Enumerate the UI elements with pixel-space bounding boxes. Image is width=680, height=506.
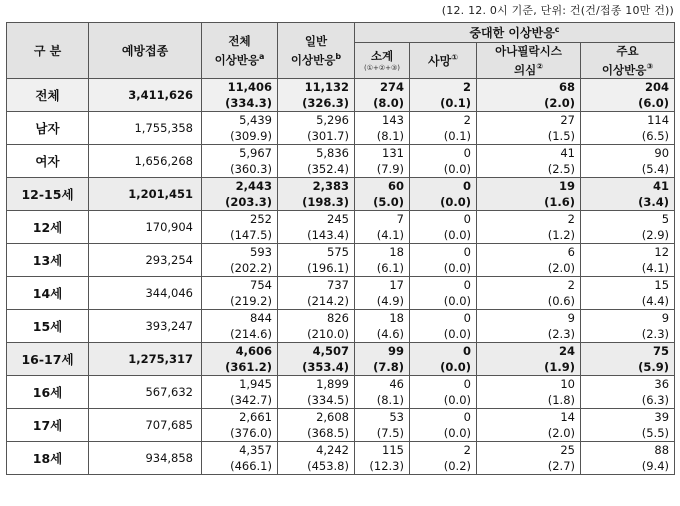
cell-death [410,211,477,244]
cell-rate: (334.3) [225,96,272,110]
cell-rate: (5.5) [641,426,670,440]
cell-general [278,178,355,211]
cell-total [202,79,278,112]
cell-total [202,343,278,376]
header-serious-ae: 중대한 이상반응$^c$ [355,23,675,43]
table-row [7,211,675,244]
cell-rate: (8.1) [376,393,404,407]
cell-value: 10 [560,377,575,391]
cell-rate: (0.1) [440,96,471,110]
cell-value: 2 [567,212,575,226]
cell-rate: (4.1) [376,228,404,242]
cell-rate: (360.3) [230,162,272,176]
cell-rate: (12.3) [369,459,404,473]
table-row [7,343,675,376]
cell-major [581,409,675,442]
cell-sub [355,277,410,310]
cell-rate: (202.2) [230,261,272,275]
table-row [7,79,675,112]
cell-value: 2 [463,113,471,127]
cell-rate: (2.0) [544,96,575,110]
row-label: 17세 [7,409,89,442]
cell-death [410,277,477,310]
cell-value: 593 [250,245,272,259]
row-label: 여자 [7,145,89,178]
cell-total [202,409,278,442]
cell-sub [355,343,410,376]
cell-sub [355,79,410,112]
table-row [7,178,675,211]
cell-general [278,244,355,277]
cell-value: 115 [382,443,404,457]
header-vaccinations: 예방접종 [89,23,202,79]
cell-total [202,244,278,277]
cell-value: 2 [462,80,471,94]
cell-value: 0 [463,410,471,424]
cell-value: 737 [327,278,349,292]
table-body [7,79,675,475]
cell-value: 46 [389,377,404,391]
cell-rate: (196.1) [307,261,349,275]
row-label: 16-17세 [7,343,89,376]
cell-major [581,211,675,244]
cell-sub [355,211,410,244]
cell-rate: (342.7) [230,393,272,407]
cell-rate: (368.5) [307,426,349,440]
header-major-ae: 주요 이상반응③ [581,43,675,79]
cell-ana [477,376,581,409]
cell-general [278,376,355,409]
cell-value: 844 [250,311,272,325]
cell-value: 39 [654,410,670,424]
cell-rate: (2.7) [547,459,575,473]
table-row [7,277,675,310]
header-anaphylaxis: 아나필락시스 의심② [477,43,581,79]
cell-value: 1,945 [239,377,272,391]
cell-value: 24 [558,344,575,358]
cell-value: 0 [463,212,471,226]
cell-value: 131 [382,146,404,160]
cell-value: 0 [462,344,471,358]
cell-rate: (214.6) [230,327,272,341]
cell-value: 15 [654,278,670,292]
cell-rate: (203.3) [225,195,272,209]
cell-total [202,145,278,178]
cell-rate: (2.0) [547,261,575,275]
cell-death [410,310,477,343]
cell-value: 5,836 [316,146,349,160]
cell-rate: (0.0) [443,426,471,440]
cell-value: 754 [250,278,272,292]
cell-total [202,211,278,244]
cell-rate: (0.0) [440,360,471,374]
cell-rate: (5.4) [641,162,670,176]
cell-value: 0 [463,245,471,259]
cell-ana [477,145,581,178]
cell-rate: (2.3) [641,327,670,341]
cell-ana [477,211,581,244]
cell-total [202,442,278,475]
header-subtotal: 소계 (①+②+③) [355,43,410,79]
cell-value: 41 [653,179,670,193]
cell-death [410,442,477,475]
cell-rate: (198.3) [302,195,349,209]
cell-major [581,244,675,277]
table-row [7,376,675,409]
cell-rate: (0.6) [547,294,575,308]
row-label: 16세 [7,376,89,409]
cell-value: 0 [463,311,471,325]
cell-rate: (8.0) [373,96,404,110]
cell-rate: (2.0) [547,426,575,440]
vaccination-count: 934,858 [89,442,202,475]
cell-rate: (6.0) [638,96,670,110]
cell-general [278,79,355,112]
cell-value: 9 [661,311,670,325]
cell-death [410,343,477,376]
cell-ana [477,244,581,277]
vaccination-count: 170,904 [89,211,202,244]
cell-value: 5,296 [316,113,349,127]
header-category: 구 분 [7,23,89,79]
cell-value: 0 [463,146,471,160]
cell-rate: (353.4) [302,360,349,374]
cell-sub [355,178,410,211]
cell-death [410,145,477,178]
adverse-reaction-table [6,22,675,475]
cell-value: 826 [327,311,349,325]
cell-rate: (6.1) [376,261,404,275]
cell-value: 0 [463,377,471,391]
cell-major [581,277,675,310]
cell-rate: (219.2) [230,294,272,308]
cell-value: 7 [396,212,404,226]
cell-rate: (143.4) [307,228,349,242]
cell-total [202,310,278,343]
cell-rate: (6.3) [641,393,670,407]
cell-rate: (1.9) [544,360,575,374]
cell-rate: (453.8) [307,459,349,473]
cell-value: 2,608 [316,410,349,424]
cell-rate: (334.5) [307,393,349,407]
cell-rate: (0.0) [443,294,471,308]
row-label: 12세 [7,211,89,244]
cell-ana [477,277,581,310]
cell-major [581,376,675,409]
cell-ana [477,178,581,211]
cell-rate: (7.9) [376,162,404,176]
cell-death [410,112,477,145]
cell-value: 99 [387,344,404,358]
cell-rate: (361.2) [225,360,272,374]
cell-total [202,277,278,310]
row-label: 15세 [7,310,89,343]
cell-value: 4,507 [312,344,349,358]
cell-value: 4,357 [239,443,272,457]
cell-rate: (1.6) [544,195,575,209]
vaccination-count: 1,275,317 [89,343,202,376]
cell-rate: (301.7) [307,129,349,143]
cell-rate: (309.9) [230,129,272,143]
cell-sub [355,409,410,442]
cell-value: 0 [462,179,471,193]
cell-rate: (0.0) [443,228,471,242]
cell-general [278,310,355,343]
cell-death [410,79,477,112]
cell-value: 12 [654,245,670,259]
cell-value: 204 [645,80,670,94]
cell-total [202,376,278,409]
cell-rate: (466.1) [230,459,272,473]
row-label: 13세 [7,244,89,277]
cell-value: 4,606 [235,344,272,358]
cell-rate: (376.0) [230,426,272,440]
table-row [7,442,675,475]
cell-value: 5,967 [239,146,272,160]
cell-value: 0 [463,278,471,292]
cell-rate: (0.0) [443,261,471,275]
cell-rate: (147.5) [230,228,272,242]
vaccination-count: 1,201,451 [89,178,202,211]
vaccination-count: 567,632 [89,376,202,409]
cell-value: 41 [560,146,575,160]
cell-total [202,178,278,211]
cell-general [278,145,355,178]
cell-rate: (0.0) [443,393,471,407]
cell-ana [477,442,581,475]
cell-value: 2,661 [239,410,272,424]
cell-value: 68 [558,80,575,94]
cell-rate: (214.2) [307,294,349,308]
cell-value: 2 [567,278,575,292]
table-row [7,409,675,442]
vaccination-count: 707,685 [89,409,202,442]
cell-value: 252 [250,212,272,226]
cell-rate: (4.4) [641,294,670,308]
cell-rate: (6.5) [641,129,670,143]
cell-rate: (0.0) [443,162,471,176]
cell-sub [355,244,410,277]
table-row [7,112,675,145]
cell-general [278,343,355,376]
cell-rate: (4.1) [641,261,670,275]
cell-rate: (7.8) [373,360,404,374]
cell-value: 9 [567,311,575,325]
cell-value: 36 [654,377,670,391]
cell-rate: (210.0) [307,327,349,341]
cell-value: 11,406 [227,80,272,94]
cell-death [410,409,477,442]
cell-value: 14 [560,410,575,424]
cell-sub [355,145,410,178]
cell-ana [477,79,581,112]
cell-ana [477,112,581,145]
cell-major [581,343,675,376]
cell-rate: (1.8) [547,393,575,407]
cell-ana [477,409,581,442]
cell-death [410,178,477,211]
cell-major [581,442,675,475]
cell-major [581,310,675,343]
cell-ana [477,310,581,343]
cell-rate: (8.1) [376,129,404,143]
unit-note: (12. 12. 0시 기준, 단위: 건(건/접종 10만 건)) [441,4,674,17]
header-general-ae: 일반 이상반응$^b$ [278,23,355,79]
cell-rate: (0.1) [443,129,471,143]
cell-death [410,376,477,409]
cell-value: 11,132 [304,80,349,94]
vaccination-count: 1,755,358 [89,112,202,145]
cell-sub [355,112,410,145]
cell-rate: (326.3) [302,96,349,110]
cell-value: 6 [567,245,575,259]
cell-value: 575 [327,245,349,259]
cell-value: 5,439 [239,113,272,127]
cell-rate: (7.5) [376,426,404,440]
cell-value: 274 [379,80,404,94]
cell-rate: (2.3) [547,327,575,341]
cell-value: 19 [558,179,575,193]
cell-rate: (5.9) [638,360,670,374]
table-row [7,244,675,277]
cell-major [581,79,675,112]
cell-sub [355,442,410,475]
cell-rate: (0.0) [443,327,471,341]
cell-general [278,409,355,442]
cell-value: 27 [560,113,575,127]
cell-rate: (2.9) [641,228,670,242]
cell-major [581,112,675,145]
header-death: 사망① [410,43,477,79]
cell-rate: (9.4) [641,459,670,473]
cell-sub [355,376,410,409]
vaccination-count: 393,247 [89,310,202,343]
cell-major [581,178,675,211]
cell-value: 18 [389,245,404,259]
cell-value: 5 [661,212,670,226]
cell-value: 25 [560,443,575,457]
cell-value: 4,242 [316,443,349,457]
cell-value: 75 [653,344,670,358]
cell-rate: (1.2) [547,228,575,242]
cell-value: 18 [389,311,404,325]
cell-rate: (0.2) [443,459,471,473]
cell-general [278,277,355,310]
cell-total [202,112,278,145]
cell-value: 60 [387,179,404,193]
row-label: 14세 [7,277,89,310]
cell-value: 90 [654,146,670,160]
vaccination-count: 1,656,268 [89,145,202,178]
vaccination-count: 344,046 [89,277,202,310]
cell-value: 17 [389,278,404,292]
cell-value: 143 [382,113,404,127]
cell-rate: (0.0) [440,195,471,209]
cell-value: 245 [327,212,349,226]
cell-major [581,145,675,178]
cell-general [278,211,355,244]
cell-ana [477,343,581,376]
cell-general [278,442,355,475]
row-label: 12-15세 [7,178,89,211]
cell-rate: (4.6) [376,327,404,341]
cell-value: 53 [389,410,404,424]
cell-value: 1,899 [316,377,349,391]
cell-death [410,244,477,277]
cell-rate: (2.5) [547,162,575,176]
cell-value: 2,383 [312,179,349,193]
vaccination-count: 293,254 [89,244,202,277]
cell-rate: (352.4) [307,162,349,176]
table-row [7,310,675,343]
header-total-ae: 전체 이상반응$^a$ [202,23,278,79]
table-row [7,145,675,178]
cell-sub [355,310,410,343]
row-label: 전체 [7,79,89,112]
vaccination-count: 3,411,626 [89,79,202,112]
cell-rate: (1.5) [547,129,575,143]
cell-rate: (5.0) [373,195,404,209]
cell-value: 2,443 [235,179,272,193]
row-label: 남자 [7,112,89,145]
cell-value: 114 [647,113,670,127]
cell-rate: (3.4) [638,195,670,209]
cell-rate: (4.9) [376,294,404,308]
row-label: 18세 [7,442,89,475]
cell-general [278,112,355,145]
cell-value: 88 [654,443,670,457]
cell-value: 2 [463,443,471,457]
